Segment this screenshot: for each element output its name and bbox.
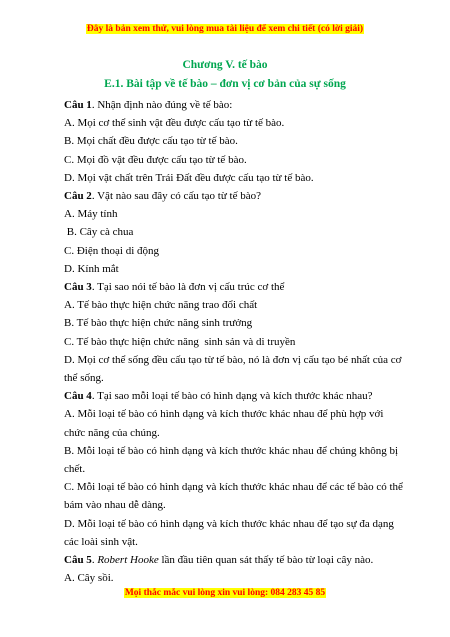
section-title: E.1. Bài tập về tế bào – đơn vị cơ bản của sự sống — [104, 78, 346, 90]
question-2: Câu 2. Vật nào sau đây có cấu tạo từ tế bào? — [64, 190, 261, 203]
question-1: Câu 1. Nhận định nào đúng về tế bào: — [64, 99, 233, 111]
question-4: Câu 4. Tại sao mỗi loại tế bào có hình dạng và kích thước khác nhau? — [64, 390, 373, 403]
option-a: A. Máy tính — [64, 208, 118, 221]
option-c: C. Tế bào thực hiện chức năng sinh sản và di truyền — [64, 335, 296, 348]
preview-notice: Đây là bản xem thử, vui lòng mua tài liệu để xem chi tiết (có lời giải) — [86, 24, 364, 34]
option-d: D. Mọi vật chất trên Trái Đất đều được cấu tạo từ tế bào. — [64, 171, 314, 184]
option-b: B. Cây cà chua — [64, 226, 134, 239]
contact-footer: Mọi thắc mắc vui lòng xin vui lòng: 084 283 45 85 — [124, 588, 326, 598]
option-d: D. Kính mắt — [64, 262, 119, 275]
option-d: D. Mỗi loại tế bào có hình dạng và kích thước khác nhau để tạo sự đa dạng các loài sinh vật. — [64, 517, 394, 548]
option-c: C. Điện thoại di động — [64, 244, 160, 257]
question-list — [64, 96, 404, 587]
option-b: B. Tế bào thực hiện chức năng sinh trưởng — [64, 317, 253, 330]
option-c: C. Mỗi loại tế bào có hình dạng và kích thước khác nhau để các tế bào có thể bám vào nhau dễ dàng. — [64, 481, 403, 512]
option-c: C. Mọi đồ vật đều được cấu tạo từ tế bào. — [64, 153, 247, 166]
option-b: B. Mỗi loại tế bào có hình dạng và kích thước khác nhau để chúng không bị chết. — [64, 444, 399, 476]
option-a: A. Tế bào thực hiện chức năng trao đổi chất — [64, 299, 258, 312]
question-3: Câu 3. Tại sao nói tế bào là đơn vị cấu trúc cơ thể — [64, 281, 285, 294]
option-a: A. Cây sồi. — [64, 572, 114, 585]
question-5: Câu 5. Robert Hooke lần đầu tiên quan sát thấy tế bào từ loại cây nào. — [64, 554, 374, 567]
chapter-title: Chương V. tế bào — [182, 59, 268, 71]
option-a: A. Mọi cơ thể sinh vật đều được cấu tạo từ tế bào. — [64, 117, 285, 130]
option-a: A. Mỗi loại tế bào có hình dạng và kích thước khác nhau để phù hợp với chức năng của chúng. — [64, 408, 384, 439]
option-d: D. Mọi cơ thể sống đều cấu tạo từ tế bào, nó là đơn vị cấu tạo bé nhất của cơ thể sống. — [64, 353, 402, 385]
option-b: B. Mọi chất đều được cấu tạo từ tế bào. — [64, 135, 238, 148]
